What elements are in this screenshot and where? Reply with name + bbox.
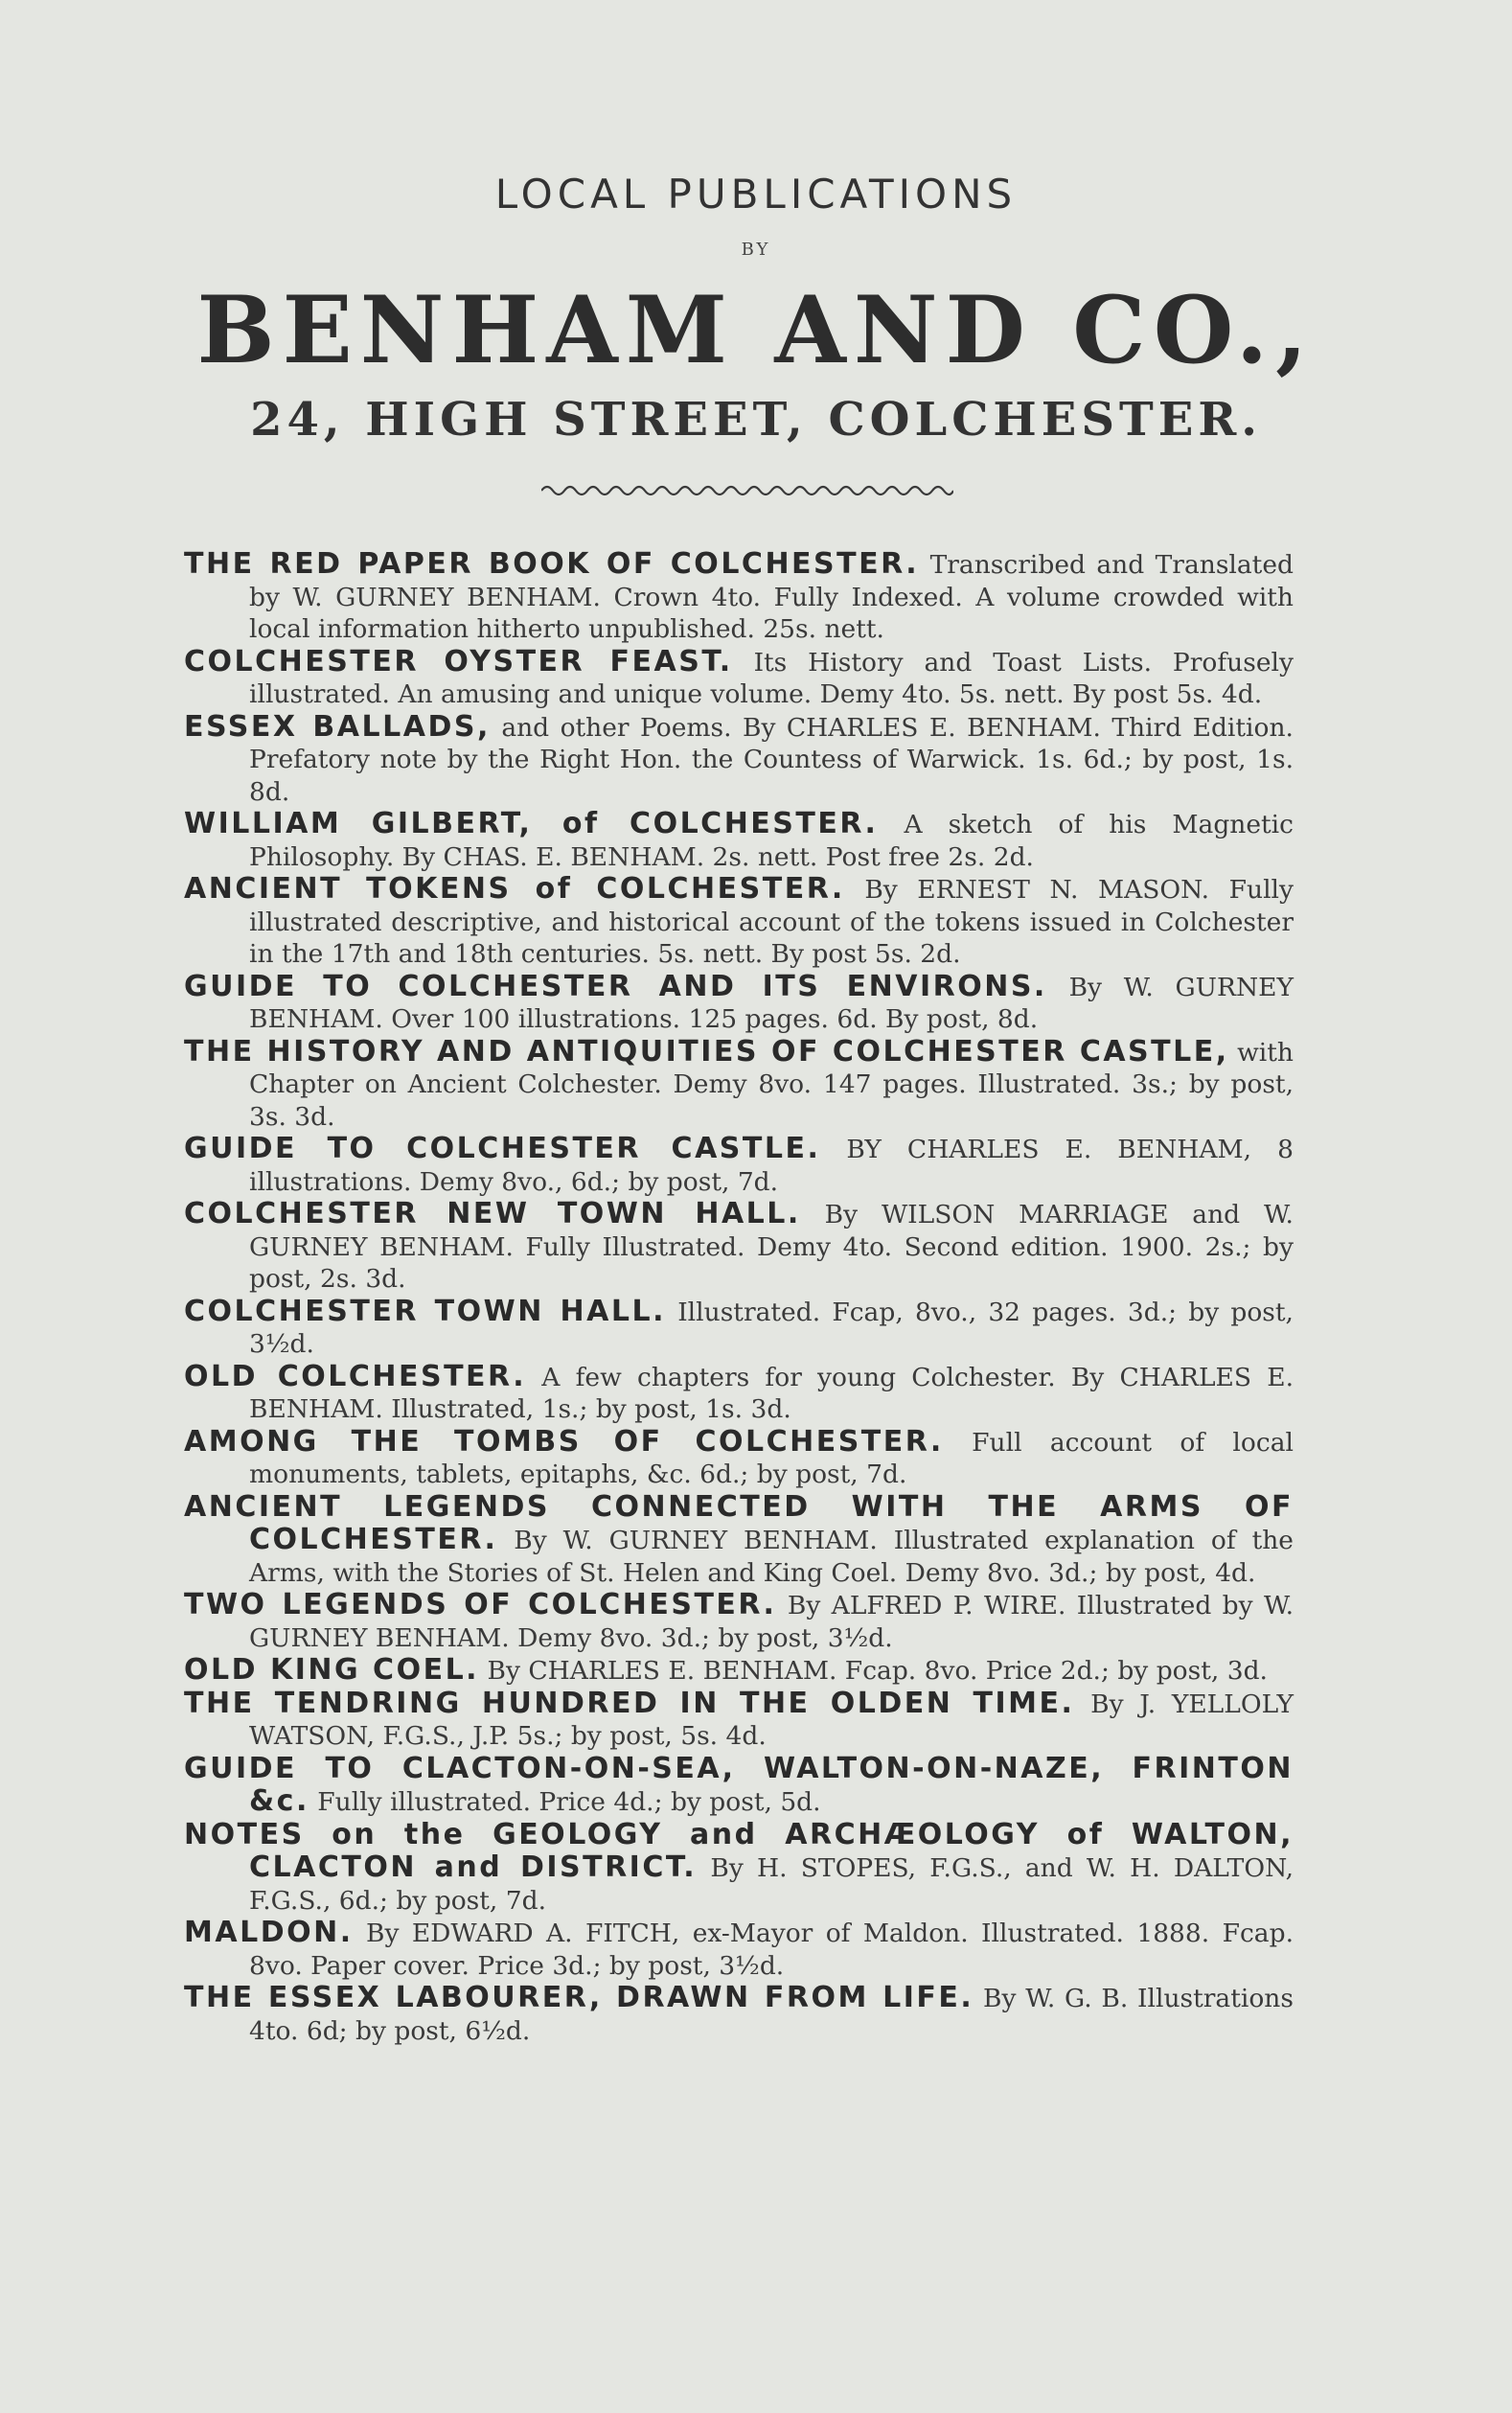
entry-title: MALDON.: [184, 1916, 354, 1949]
entry-description: By EDWARD A. FITCH, ex-Mayor of Maldon. Illustrated. 1888. Fcap. 8vo. Paper cover. Price 3d.; by post, 3½d.: [249, 1919, 1294, 1981]
list-item: [184, 548, 1294, 646]
wavy-divider: [541, 479, 953, 502]
heading-local-publications: LOCAL PUBLICATIONS: [494, 171, 1018, 218]
list-item: [184, 1753, 1294, 1819]
entry-title: GUIDE TO COLCHESTER AND ITS ENVIRONS.: [184, 969, 1047, 1003]
list-item: [184, 1426, 1294, 1491]
entry-description: Transcribed and Translated by W. GURNEY BENHAM. Crown 4to. Fully Indexed. A volume crowded with local information hitherto unpublished. 25s. nett.: [249, 550, 1294, 644]
list-item: [184, 808, 1294, 873]
list-item: [184, 1133, 1294, 1198]
list-item: [184, 1688, 1294, 1753]
list-item: [184, 1654, 1294, 1688]
entry-title: TWO LEGENDS OF COLCHESTER.: [184, 1588, 777, 1621]
entry-title: NOTES on the GEOLOGY and ARCHÆOLOGY of WALTON, CLACTON and DISTRICT.: [184, 1817, 1294, 1884]
publisher-name: BENHAM AND CO.,: [196, 276, 1316, 384]
entry-title: AMONG THE TOMBS OF COLCHESTER.: [184, 1424, 944, 1459]
list-item: [184, 873, 1294, 971]
entry-title: WILLIAM GILBERT, of COLCHESTER.: [184, 807, 879, 840]
entry-title: COLCHESTER TOWN HALL.: [184, 1294, 666, 1328]
entry-description: Illustrated. Fcap, 8vo., 32 pages. 3d.; by post, 3½d.: [249, 1297, 1294, 1359]
entry-title: GUIDE TO COLCHESTER CASTLE.: [184, 1132, 821, 1165]
entry-description: By ERNEST N. MASON. Fully illustrated descriptive, and historical account of the tokens issued in Colchester in the 17th and 18th centuries. 5s. nett. By post 5s. 2d.: [249, 875, 1294, 969]
entry-description: A sketch of his Magnetic Philosophy. By CHAS. E. BENHAM. 2s. nett. Post free 2s. 2d.: [249, 810, 1294, 872]
entry-description: Its History and Toast Lists. Profusely illustrated. An amusing and unique volume. Demy 4to. 5s. nett. By post 5s. 4d.: [249, 647, 1294, 709]
list-item: [184, 1917, 1294, 1982]
entry-title: ANCIENT LEGENDS CONNECTED WITH THE ARMS OF COLCHESTER.: [184, 1489, 1294, 1556]
entry-title: COLCHESTER OYSTER FEAST.: [184, 644, 733, 678]
list-item: [184, 1819, 1294, 1918]
entry-title: THE ESSEX LABOURER, DRAWN FROM LIFE.: [184, 1981, 974, 2014]
entry-title: ANCIENT TOKENS of COLCHESTER.: [184, 872, 845, 906]
entry-title: THE RED PAPER BOOK OF COLCHESTER.: [184, 547, 920, 581]
heading-by: BY: [741, 240, 771, 260]
list-item: [184, 971, 1294, 1036]
entry-description: and other Poems. By CHARLES E. BENHAM. Third Edition. Prefatory note by the Right Hon. the Countess of Warwick. 1s. 6d.; by post, 1s. 8d.: [249, 712, 1294, 807]
list-item: [184, 1491, 1294, 1590]
entry-description: By W. GURNEY BENHAM. Illustrated explanation of the Arms, with the Stories of St. Helen and King Coel. Demy 8vo. 3d.; by post, 4d.: [249, 1526, 1294, 1588]
entry-title: GUIDE TO CLACTON-ON-SEA, WALTON-ON-NAZE, FRINTON &c.: [184, 1751, 1294, 1818]
publication-list: [184, 548, 1294, 2047]
entry-description: By WILSON MARRIAGE and W. GURNEY BENHAM. Fully Illustrated. Demy 4to. Second edition. 1900. 2s.; by post, 2s. 3d.: [249, 1200, 1294, 1294]
publisher-address: 24, HIGH STREET, COLCHESTER.: [250, 393, 1262, 447]
entry-title: ESSEX BALLADS,: [184, 709, 491, 744]
entry-description: By ALFRED P. WIRE. Illustrated by W. GURNEY BENHAM. Demy 8vo. 3d.; by post, 3½d.: [249, 1591, 1294, 1653]
entry-description: By J. YELLOLY WATSON, F.G.S., J.P. 5s.; by post, 5s. 4d.: [249, 1689, 1294, 1751]
list-item: [184, 1982, 1294, 2047]
entry-description: By W. GURNEY BENHAM. Over 100 illustrations. 125 pages. 6d. By post, 8d.: [249, 972, 1294, 1034]
entry-description: with Chapter on Ancient Colchester. Demy 8vo. 147 pages. Illustrated. 3s.; by post, 3s. 3d.: [249, 1037, 1294, 1132]
list-item: [184, 1589, 1294, 1654]
list-item: [184, 711, 1294, 809]
entry-title: THE HISTORY AND ANTIQUITIES OF COLCHESTER CASTLE,: [184, 1034, 1229, 1069]
entry-description: By H. STOPES, F.G.S., and W. H. DALTON, F.G.S., 6d.; by post, 7d.: [249, 1853, 1294, 1916]
entry-title: OLD COLCHESTER.: [184, 1359, 527, 1393]
list-item: [184, 1036, 1294, 1134]
list-item: [184, 646, 1294, 711]
entry-description: BY CHARLES E. BENHAM, 8 illustrations. Demy 8vo., 6d.; by post, 7d.: [249, 1135, 1294, 1197]
entry-title: THE TENDRING HUNDRED IN THE OLDEN TIME.: [184, 1686, 1075, 1720]
list-item: [184, 1198, 1294, 1296]
entry-description: Full account of local monuments, tablets, epitaphs, &c. 6d.; by post, 7d.: [249, 1427, 1294, 1489]
entry-description: By CHARLES E. BENHAM. Fcap. 8vo. Price 2d.; by post, 3d.: [487, 1656, 1268, 1686]
list-item: [184, 1296, 1294, 1361]
list-item: [184, 1361, 1294, 1426]
entry-description: A few chapters for young Colchester. By CHARLES E. BENHAM. Illustrated, 1s.; by post, 1s. 3d.: [249, 1362, 1294, 1424]
entry-title: COLCHESTER NEW TOWN HALL.: [184, 1197, 801, 1230]
entry-title: OLD KING COEL.: [184, 1653, 480, 1687]
entry-description: By W. G. B. Illustrations 4to. 6d; by post, 6½d.: [249, 1984, 1294, 2046]
entry-description: Fully illustrated. Price 4d.; by post, 5d.: [317, 1787, 821, 1817]
